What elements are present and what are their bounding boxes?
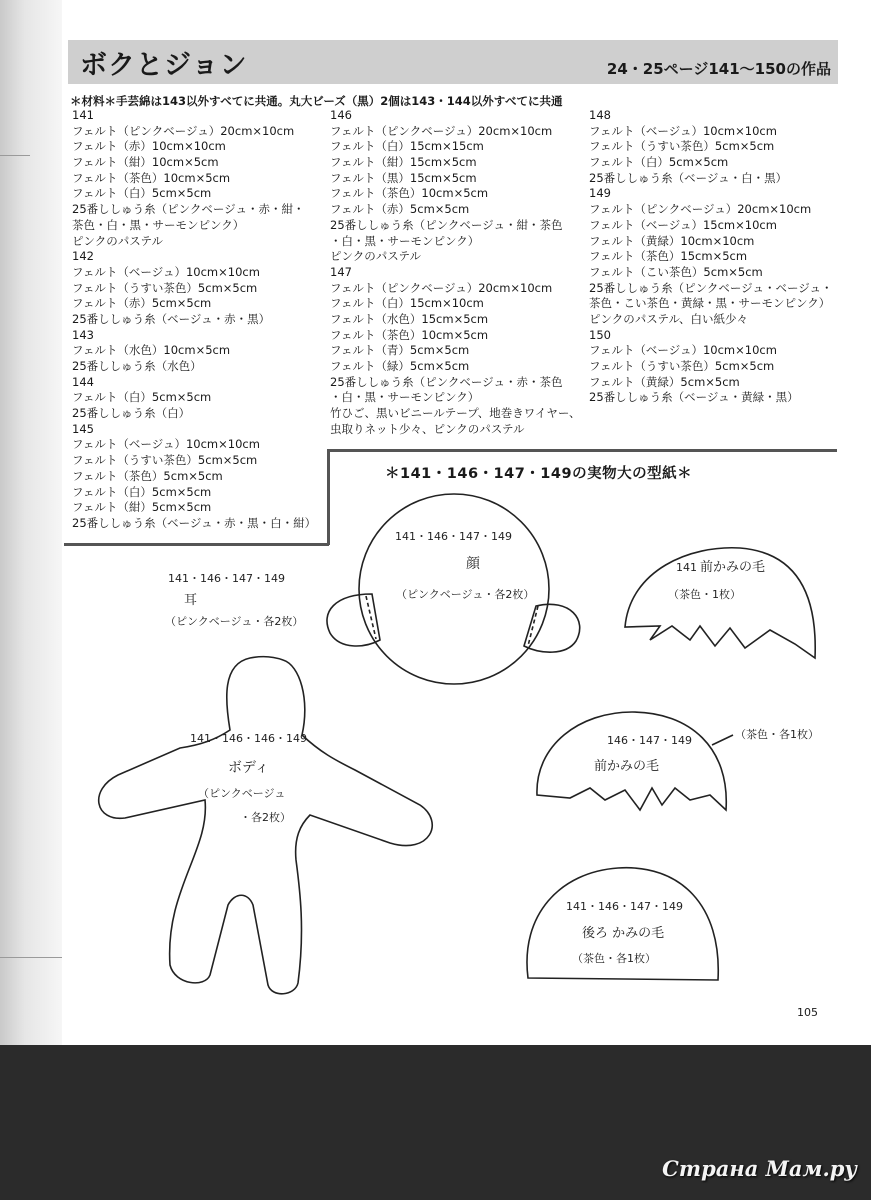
- front-hair-141-note: （茶色・1枚）: [668, 588, 741, 601]
- material-line: フェルト（白）5cm×5cm: [72, 186, 212, 201]
- front-hair-146-name: 前かみの毛: [594, 759, 660, 774]
- material-line: フェルト（こい茶色）5cm×5cm: [589, 264, 763, 279]
- body-pattern-numbers: 141・146・146・149: [190, 732, 307, 745]
- material-line: 25番ししゅう糸（ベージュ・白・黒）: [589, 170, 788, 185]
- material-line: フェルト（赤）10cm×10cm: [72, 139, 226, 154]
- material-line: ピンクのパステル、白い紙少々: [589, 311, 749, 326]
- body-pattern-name: ボディ: [228, 760, 269, 776]
- body-pattern-note: （ピンクベージュ: [198, 787, 286, 800]
- material-line: 146: [330, 108, 352, 122]
- material-line: フェルト（水色）10cm×5cm: [72, 343, 231, 358]
- body-pattern-shape: [99, 657, 433, 994]
- material-line: フェルト（うすい茶色）5cm×5cm: [589, 359, 775, 373]
- material-line: フェルト（茶色）5cm×5cm: [72, 468, 223, 483]
- material-line: フェルト（紺）15cm×5cm: [330, 155, 477, 170]
- material-line: フェルト（赤）5cm×5cm: [72, 296, 212, 311]
- material-line: 25番ししゅう糸（ベージュ・黄緑・黒）: [589, 390, 799, 405]
- material-line: フェルト（うすい茶色）5cm×5cm: [589, 139, 775, 154]
- material-line: フェルト（ベージュ）15cm×10cm: [589, 217, 777, 232]
- face-pattern-note: （ピンクベージュ・各2枚）: [396, 588, 535, 601]
- material-line: 茶色・白・黒・サーモンピンク）: [72, 217, 245, 232]
- material-line: フェルト（茶色）10cm×5cm: [330, 327, 489, 342]
- face-pattern-numbers: 141・146・147・149: [395, 530, 512, 543]
- material-line: フェルト（ベージュ）10cm×10cm: [589, 343, 777, 358]
- front-hair-141-numbers: 141: [676, 561, 697, 574]
- material-line: ピンクのパステル: [330, 249, 421, 264]
- material-line: フェルト（ピンクベージュ）20cm×10cm: [72, 123, 295, 138]
- front-hair-141-name: 前かみの毛: [700, 560, 766, 575]
- material-line: フェルト（うすい茶色）5cm×5cm: [72, 280, 258, 295]
- front-hair-146-numbers: 146・147・149: [607, 734, 692, 747]
- material-line: フェルト（茶色）15cm×5cm: [589, 249, 748, 264]
- ear-pattern-note: （ピンクベージュ・各2枚）: [165, 615, 304, 628]
- body-pattern-note: ・各2枚）: [240, 811, 291, 824]
- ear-pattern-name: 耳: [184, 593, 198, 608]
- material-line: 竹ひご、黒いビニールテープ、地巻きワイヤー、: [330, 406, 581, 421]
- material-line: 143: [72, 327, 94, 342]
- back-hair-pattern-name: 後ろ かみの毛: [582, 926, 665, 941]
- material-line: 25番ししゅう糸（白）: [72, 406, 191, 421]
- material-line: フェルト（白）5cm×5cm: [72, 484, 212, 499]
- material-line: 25番ししゅう糸（水色）: [72, 359, 202, 373]
- material-line: フェルト（水色）15cm×5cm: [330, 311, 489, 326]
- material-line: フェルト（紺）5cm×5cm: [72, 500, 212, 515]
- material-line: フェルト（白）15cm×15cm: [330, 139, 484, 154]
- material-line: フェルト（ピンクベージュ）20cm×10cm: [330, 123, 553, 138]
- material-line: フェルト（黄緑）5cm×5cm: [589, 374, 740, 389]
- material-line: フェルト（緑）5cm×5cm: [330, 359, 470, 373]
- material-line: フェルト（白）5cm×5cm: [589, 155, 729, 170]
- material-line: 141: [72, 108, 94, 122]
- material-line: フェルト（茶色）10cm×5cm: [72, 170, 231, 185]
- material-line: 25番ししゅう糸（ベージュ・赤・黒・白・紺）: [72, 515, 317, 530]
- ear-pattern-numbers: 141・146・147・149: [168, 572, 285, 585]
- material-line: フェルト（ベージュ）10cm×10cm: [589, 123, 777, 138]
- material-line: フェルト（茶色）10cm×5cm: [330, 186, 489, 201]
- material-line: フェルト（青）5cm×5cm: [330, 343, 470, 358]
- material-line: 145: [72, 421, 94, 436]
- front-hair-146-note: （茶色・各1枚）: [735, 728, 819, 741]
- material-line: ・白・黒・サーモンピンク）: [330, 233, 480, 248]
- page-subtitle: 24・25ページ141〜150の作品: [606, 60, 831, 78]
- material-line: フェルト（白）15cm×10cm: [330, 296, 484, 311]
- material-line: 25番ししゅう糸（ピンクベージュ・赤・紺・: [72, 202, 305, 217]
- material-line: 142: [72, 249, 94, 264]
- page-number: 105: [797, 1006, 818, 1019]
- material-line: 虫取りネット少々、ピンクのパステル: [330, 421, 525, 436]
- material-line: 149: [589, 186, 611, 201]
- material-line: フェルト（ピンクベージュ）20cm×10cm: [330, 280, 553, 295]
- material-line: 148: [589, 108, 611, 122]
- material-line: 144: [72, 374, 94, 389]
- material-line: 25番ししゅう糸（ピンクベージュ・赤・茶色: [330, 374, 563, 389]
- face-pattern-name: 顔: [466, 556, 480, 572]
- material-line: 25番ししゅう糸（ピンクベージュ・紺・茶色: [330, 217, 563, 232]
- material-line: 25番ししゅう糸（ピンクベージュ・ベージュ・: [589, 280, 833, 295]
- materials-note: ＊材料＊手芸綿は143以外すべてに共通。丸大ビーズ（黒）2個は143・144以外すべてに共通: [70, 94, 563, 108]
- material-line: フェルト（紺）10cm×5cm: [72, 155, 219, 170]
- page-title: ボクとジョン: [80, 50, 248, 81]
- material-line: 25番ししゅう糸（ベージュ・赤・黒）: [72, 311, 271, 326]
- material-line: フェルト（ベージュ）10cm×10cm: [72, 437, 260, 452]
- material-line: フェルト（白）5cm×5cm: [72, 390, 212, 405]
- material-line: フェルト（黄緑）10cm×10cm: [589, 233, 755, 248]
- material-line: 150: [589, 327, 611, 342]
- material-line: フェルト（うすい茶色）5cm×5cm: [72, 453, 258, 468]
- back-hair-pattern-note: （茶色・各1枚）: [572, 952, 656, 965]
- material-line: ・白・黒・サーモンピンク）: [330, 390, 480, 405]
- material-line: 147: [330, 264, 352, 279]
- material-line: フェルト（ベージュ）10cm×10cm: [72, 264, 260, 279]
- pattern-section-title: ＊141・146・147・149の実物大の型紙＊: [385, 466, 693, 482]
- material-line: フェルト（ピンクベージュ）20cm×10cm: [589, 202, 812, 217]
- back-hair-pattern-numbers: 141・146・147・149: [566, 900, 683, 913]
- material-line: ピンクのパステル: [72, 233, 163, 248]
- material-line: フェルト（黒）15cm×5cm: [330, 170, 477, 185]
- material-line: フェルト（赤）5cm×5cm: [330, 202, 470, 217]
- watermark: Страна Мам.ру: [662, 1156, 857, 1181]
- material-line: 茶色・こい茶色・黄緑・黒・サーモンピンク）: [589, 296, 831, 311]
